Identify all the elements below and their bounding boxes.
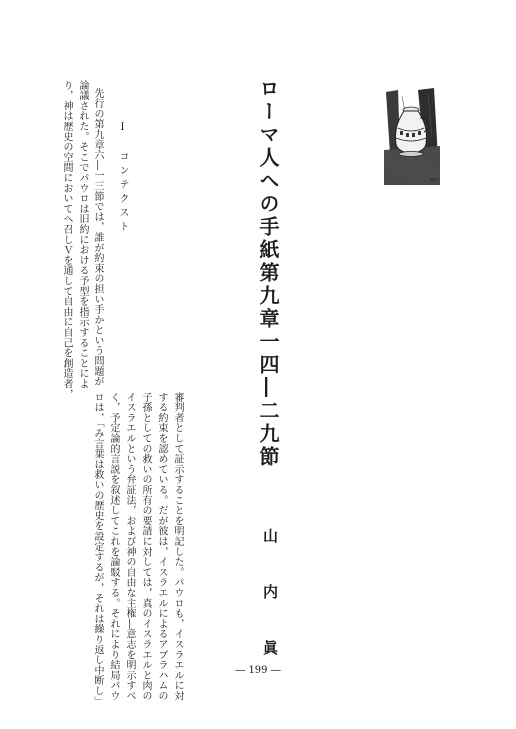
body-line: 子孫としての救いの所有の要請に対しては，真のイスラエルと肉の (140, 392, 151, 701)
body-line: く，予定論的言説を叙述してこれを論駁する。それにより結局パウ (108, 392, 119, 701)
author-name: 山 内 眞 (261, 528, 279, 668)
body-line: り，神は歴史の空間においてへ召しＶを通して自由に自己を創造者， (61, 80, 72, 400)
vase-illustration (384, 88, 440, 185)
body-line: する約束を認めている。だが彼は，イスラエルによるアブラハムの (156, 392, 167, 701)
body-line: 論議された。そこでパウロは旧約における予型を指示することによ (77, 80, 88, 389)
section-heading: Ⅰ コンテクスト (117, 122, 128, 235)
article-title: ローマ人への手紙第九章一四―二九節 (256, 78, 280, 469)
body-line: 審判者として証示することを明記した。パウロも，イスラエルに対 (172, 392, 183, 701)
body-line: 先行の第九章六―一三節では，誰が約束の担い手かという問題が (92, 88, 103, 387)
page-number: ― 199 ― (235, 665, 281, 676)
body-line: イスラエルという弁証法，および神の自由な主権―意志を明示すべ (124, 392, 135, 701)
body-line: ロは，「み言葉は救いの歴史を設定するが，それは繰り返し中断し」 (92, 392, 103, 707)
